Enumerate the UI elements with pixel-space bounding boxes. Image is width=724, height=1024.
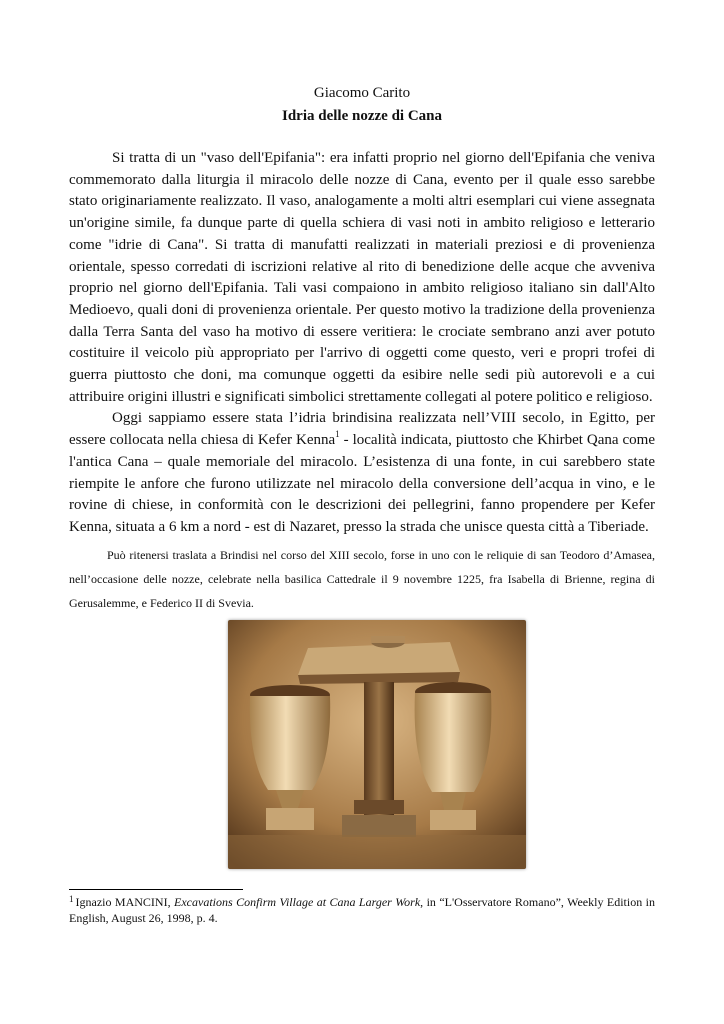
footnote	[69, 895, 655, 925]
footnote-separator	[69, 889, 243, 890]
column-base	[342, 815, 416, 837]
right-jar-body	[415, 693, 492, 792]
photo-idria-cana	[228, 620, 526, 869]
main-text	[69, 148, 655, 539]
right-jar-foot	[430, 810, 476, 830]
paragraph-2-text-b: - località indicata, piuttosto che Khirbet Qana come l'antica Cana – quale memoriale del miracolo. L’esistenza di una fonte, in cui sarebbero state riempite le anfore che furono utilizzate nel miracolo della conversione dell’acqua in vino, e le rovine di chiese, in conformità con le descrizioni dei pellegrini, fanno propendere per Kefer Kenna, situata a 6 km a nord - est di Nazaret, presso la strada che unisce questa città a Tiberiade.	[69, 432, 656, 535]
left-jar-foot	[266, 808, 314, 830]
footnote-reference: 1	[335, 429, 340, 440]
small-text-block	[69, 543, 655, 615]
small-lid-body	[371, 636, 405, 643]
author-name: Giacomo Carito	[313, 85, 411, 101]
paragraph-1: Si tratta di un "vaso dell'Epifania": era infatti proprio nel giorno dell'Epifania che veniva commemorato dalla liturgia il miracolo delle nozze di Cana, evento per il quale esso sarebbe stato originariamente realizzato. Il vaso, analogamente a molti altri esemplari cui viene assegnata un'origine simile, fa dunque parte di quella schiera di vasi noti in ambito religioso e letterario come "idrie di Cana". Si tratta di manufatti realizzati in materiali preziosi e di provenienza orientale, spesso corredati di iscrizioni relative al rito di benedizione delle acque che avveniva proprio nel giorno dell'Epifania. Tali vasi compaiono in ambito religioso italiano sin dall'Alto Medioevo, quali doni di provenienza orientale. Per questo motivo la tradizione della provenienza dalla Terra Santa del vaso ha motivo di essere veritiera: le crociate sembrano anzi aver potuto costituire il veicolo più appropriato per l'arrivo di oggetti come questo, veri e propri trofei di guerra piuttosto che doni, ma comunque oggetti da esibire nelle sedi più autorevoli e a cui attribuire origini illustri e significati simbolici strettamente collegati al potere politico e religioso.	[69, 150, 655, 405]
footnote-citation: , in “L'Osservatore Romano”, Weekly Edition in English, August 26, 1998, p. 4.	[69, 895, 655, 925]
column-ring	[354, 800, 404, 814]
footnote-author: Ignazio MANCINI,	[75, 895, 175, 909]
left-jar-body	[250, 696, 330, 790]
footnote-marker: 1	[69, 894, 74, 904]
footnote-work-title: Excavations Confirm Village at Cana Larger Work	[174, 895, 421, 909]
paragraph-3: Può ritenersi traslata a Brindisi nel corso del XIII secolo, forse in uno con le reliquie di san Teodoro d’Amasea, nell’occasione delle nozze, celebrate nella basilica Cattedrale il 9 novembre 1225, fra Isabella di Brienne, regina di Gerusalemme, e Federico II di Svevia.	[69, 548, 655, 610]
ground	[228, 835, 526, 869]
paragraph-2-text-a: Oggi sappiamo essere stata l’idria brindisina realizzata nell’VIII secolo, in Egitto, per essere collocata nella chiesa di Kefer Kenna	[69, 410, 655, 449]
document-title: Idria delle nozze di Cana	[282, 108, 442, 124]
right-jar-stem	[440, 792, 466, 810]
paragraph-2	[69, 408, 655, 538]
